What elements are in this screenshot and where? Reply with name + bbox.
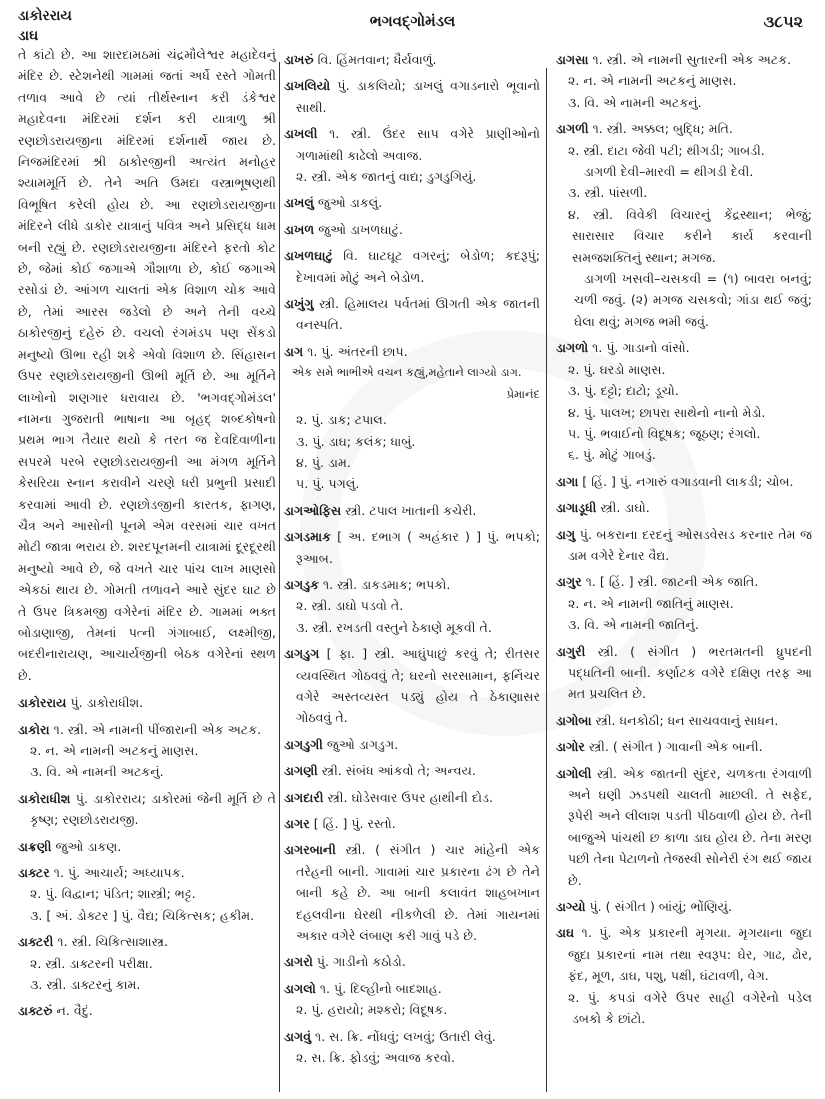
dictionary-entry xyxy=(284,192,540,213)
sub-sense: ૩. સ્ત્રી. ડાક્ટરનું કામ. xyxy=(30,977,141,993)
book-title: ભગવદ્ગોમંડલ xyxy=(369,12,456,30)
sub-sense: ૩. વિ. એ નામની જાતિનું. xyxy=(568,617,699,633)
dictionary-entry xyxy=(284,760,540,781)
definition: ૧. સ્ત્રી. અક્કલ; બુદ્ધિ; મતિ. xyxy=(588,121,733,137)
dictionary-entry xyxy=(284,643,540,729)
dictionary-entry xyxy=(556,118,812,139)
definition: વિ. હિંમતવાન; ધૈર્યવાળું. xyxy=(313,52,437,67)
headword: ડાગરો xyxy=(284,954,313,970)
definition: સ્ત્રી. ડાઘો. xyxy=(596,500,650,516)
column-divider xyxy=(279,62,280,1092)
headword: ડાગડુગ xyxy=(284,646,320,662)
definition: ૧. પું. આચાર્ય; અધ્યાપક. xyxy=(49,865,185,881)
dictionary-entry xyxy=(556,49,812,70)
definition: ૧. સ્ત્રી. ઉંદર સાપ વગેરે પ્રાણીઓનો ગળામાંથી કાઢેલો અવાજ. xyxy=(296,126,540,163)
definition: પું. ડાકોરાધીશ. xyxy=(66,695,144,711)
headword: ડાગણી xyxy=(284,763,318,779)
headword: ડાકોરા xyxy=(18,721,50,737)
dictionary-entry xyxy=(556,763,812,891)
headword: ડાગડમાક xyxy=(284,529,331,545)
dictionary-entry xyxy=(284,813,540,834)
dictionary-entry xyxy=(284,951,540,972)
sub-sense: ૪. પું. પાલખ; છાપરા સાથેનો નાનો મેડો. xyxy=(568,404,766,420)
dictionary-entry xyxy=(556,497,812,518)
sub-sense: ૨. સ્ત્રી. દાટા જેવી પટી; થીગડી; ગાબડી. xyxy=(568,142,765,158)
sub-sense: ૩. વિ. એ નામની અટકનું. xyxy=(30,764,164,780)
definition: ૧. પું. દિલ્હીનો બાદશાહ. xyxy=(315,980,442,996)
definition: સ્ત્રી. ( સંગીત ) ચાર માંહેની એક તરેહની બાની. ગાવામાં ચાર પ્રકારના ઢંગ છે તેને બાની કહે છે. આ બાની કલાવંત શાહબખાન દહલવીના ઘેરથી નીકળેલી છે. તેમાં ગાયનમાં અકાર વગેરે લંબાણ કરી ગાવું પડે છે. xyxy=(296,842,540,944)
definition: સ્ત્રી. ( સંગીત ) ગાવાની એક બાની. xyxy=(584,739,763,755)
definition: ૧. સ્ત્રી. એ નામની સુતારની એક અટક. xyxy=(588,52,792,67)
dictionary-entry xyxy=(556,571,812,592)
definition: પું. બકરાના દરદનું ઓસડવેસડ કરનાર તેમ જ ડામ વગેરે દેનાર વૈદ્ય. xyxy=(568,526,812,563)
column-divider xyxy=(546,68,547,1092)
definition: પું. ડાકોરરાય; ડાકોરમાં જેની મૂર્તિ છે તે કૃષ્ણ; રણછોડરાયજી. xyxy=(30,790,276,828)
dictionary-entry xyxy=(556,896,812,917)
sub-sense: ૬. પું. મોટું ગાબડું. xyxy=(568,447,656,463)
sub-sense: ૪. સ્ત્રી. વિવેકી વિચારનું કેંદ્રસ્થાન; ભેજું; સારાસાર વિચાર કરીને કાર્ય કરવાની સમજશક્તિનું સ્થાન; મગજ. xyxy=(568,206,812,265)
sub-sense: ૨. સ. ક્રિ. ફોડવું; અવાજ કરવો. xyxy=(296,1050,456,1066)
dictionary-entry xyxy=(284,500,540,521)
definition: ૧. સ્ત્રી. ડાકડમાક; ભપકો. xyxy=(319,576,451,592)
definition: ન. વૈદું. xyxy=(52,1003,93,1019)
headword: ડાગડુક xyxy=(284,576,319,592)
definition: ૧. પું. અંતરની છાપ. xyxy=(303,343,408,359)
headword: ડાગડુગી xyxy=(284,736,323,752)
headword: ડાગલો xyxy=(284,980,316,996)
headword: ડાક્રણી xyxy=(18,838,52,854)
definition: સ્ત્રી. ધનકોઠી; ધન સાચવવાનું સાધન. xyxy=(591,712,779,728)
sub-sense: ૩. વિ. એ નામની અટકનું. xyxy=(568,94,702,110)
definition: જુઓ ડાકણ. xyxy=(51,838,122,854)
dictionary-entry xyxy=(556,922,812,986)
sub-sense: ૩. સ્ત્રી. પાંસળી. xyxy=(568,185,648,201)
definition: સ્ત્રી. ટપાલ ખાતાની કચેરી. xyxy=(341,502,477,518)
headword: ડાગુ xyxy=(556,526,576,542)
first-headword: ડાકોરરાય xyxy=(18,8,72,24)
dictionary-entry xyxy=(18,719,276,740)
sub-sense: ૨. પું. વિદ્વાન; પંડિત; શાસ્ત્રી; ભટ્ટ. xyxy=(30,886,196,902)
headword: ડાગા xyxy=(556,473,579,489)
definition: [ હિં. ] પું. નગારું વગાડવાની લાકડી; ચોબ. xyxy=(578,473,794,489)
headword: ડાક્ટરું xyxy=(18,1003,53,1019)
headword: ડાખલી xyxy=(284,126,318,142)
dictionary-entry xyxy=(284,1026,540,1047)
dictionary-entry xyxy=(284,734,540,755)
headword: ડાગળો xyxy=(556,340,589,356)
dictionary-entry xyxy=(18,1000,276,1021)
headword: ડાકોરાધીશ xyxy=(18,790,71,806)
headword: ડાગદારી xyxy=(284,789,324,805)
sub-sense: ૨. પું. હરાયો; મશ્કરો; વિદૂષક. xyxy=(296,1002,448,1018)
sub-sense: ૨. પું. ડાક; ટપાલ. xyxy=(296,412,387,428)
definition: ૧. સ્ત્રી. એ નામની પીંજારાની એક અટક. xyxy=(49,721,262,737)
definition: [ અ. દભાગ ( અહંકાર ) ] પું. ભપકો; રૂઆબ. xyxy=(296,529,540,566)
definition: સ્ત્રી. હિમાલય પર્વતમાં ઊગતી એક જાતની વનસ્પતિ. xyxy=(296,296,540,333)
headword: ડાગ્યો xyxy=(556,899,586,915)
headword: ડાગાડૂધી xyxy=(556,500,597,516)
dictionary-entry xyxy=(556,337,812,358)
sub-sense: ૨. ન. એ નામની અટકનું માણસ. xyxy=(568,73,737,89)
dictionary-entry xyxy=(18,788,276,831)
column-3 xyxy=(556,44,812,1029)
sub-sense: ૫. પું. ભવાઈનો વિદૂષક; જૂઠણ; રંગલો. xyxy=(568,425,761,441)
quotation-author: પ્રેમાનંદ xyxy=(506,386,540,401)
dictionary-entry xyxy=(284,787,540,808)
definition: [ હિં. ] પું. રસ્તો. xyxy=(309,816,396,831)
headword: ડાગુર xyxy=(556,574,582,590)
sub-sense: ૪. પું. ડામ. xyxy=(296,454,351,470)
continued-paragraph: તે કાંટો છે. આ શારદામઠમાં ચંદ્રમૌલેશ્વર મહાદેવનું મંદિર છે. સ્ટેશનેથી ગામમાં જતાં અર્ધે રસ્તે ગોમતી તળાવ આવે છે ત્યાં તીર્થસ્નાન કરી ડંકેશ્વર મહાદેવના મંદિરમાં દર્શન કરી યાત્રાળુ શ્રી રણછોડરાયજીના મંદિરમાં દર્શનાર્થે જાય છે. નિજમંદિરમાં શ્રી ઠાકોરજીની અત્યંત મનોહર શ્યામમૂર્તિ છે. તેને અતિ ઉમદા વસ્ત્રાભૂષણથી વિભૂષિત કરેલી હોય છે. આ રણછોડરાયજીના મંદિરને લીધે ડાકોર યાત્રાનું પવિત્ર અને પ્રસિદ્ધ ધામ બની રહ્યું છે. રણછોડરાયજીના મંદિરને ફરતો કોટ છે, જેમાં કોઈ જગાએ ગૌશાળા છે, કોઈ જગાએ રસોડાં છે. આંગળ ચાલતાં એક વિશાળ ચોક આવે છે, તેમાં આરસ જડેલો છે અને તેની વચ્ચે ઠાકોરજીનું દહેરું છે. વચલો રંગમંડપ પણ સેંકડો મનુષ્યો ઊભા રહી શકે એવો વિશાળ છે. સિંહાસન ઉપર રણછોડરાયજીની ઊભી મૂર્તિ છે. આ મૂર્તિને લાખોનો શણગાર ધરાવાય છે. 'ભગવદ્ગોમંડલ' નામના ગુજરાતી ભાષાના આ બૃહદ્ શબ્દકોષનો પ્રથમ ભાગ તૈયાર થયો કે તરત જ દેવદિવાળીના સપરમે પરબે રણછોડરાયજીની આ મંગળ મૂર્તિને કેસરિયા સ્નાન કરાવીને ચરણે ધરી પ્રભુની પ્રસાદી કરવામાં આવી છે. રણછોડજીની કારતક, ફાગણ, ચૈત્ર અને આસોની પૂનમે એમ વરસમાં ચાર વખત મોટી જાત્રા ભરાય છે. શરદપૂનમની યાત્રામાં દૂરદૂરથી મનુષ્યો આવે છે, જે વખતે ચાર પાંચ લાખ માણસો એકઠાં થાય છે. ગોમતી તળાવને આરે સુંદર ઘાટ છે તે ઉપર ત્રિકમજી વગેરેનાં મંદિર છે. ગામમાં ભક્ત બોડાણાજી, તેમનાં પત્ની ગંગાબાઈ, લક્ષ્મીજી, બદરીનારાયણ, આચાર્યજીની બેઠક વગેરેનાં સ્થળ છે. xyxy=(18,47,276,683)
headword: ડાક્ટરી xyxy=(18,934,54,950)
headword: ડાગસા xyxy=(556,52,589,67)
headword: ડાગઓફિસ xyxy=(284,502,342,518)
definition: સ્ત્રી. એક જાતની સુંદર, ચળકતા રંગવાળી અને ઘણી ઝડપથી ચાલતી માછલી. તે સફેદ, રૂપેરી અને લીલાશ પડતી પીઠવાળી હોય છે. તેની બાજુએ પાંચથી છ કાળા ડાઘ હોય છે. તેના મરણ પછી તેના પેટાળનો તેજસ્વી સોનેરી રંગ થઈ જાય છે. xyxy=(568,765,812,888)
dictionary-entry xyxy=(18,931,276,952)
headword: ડાગળી xyxy=(556,121,589,137)
dictionary-entry xyxy=(556,524,812,567)
headword: ડાઘ xyxy=(556,925,575,941)
sub-sense: ૨. સ્ત્રી. ડાક્ટરની પરીક્ષા. xyxy=(30,955,153,971)
column-2 xyxy=(284,44,540,1068)
dictionary-entry xyxy=(284,245,540,288)
dictionary-entry xyxy=(284,839,540,946)
definition: પું. ડાકલિયો; ડાખલું વગાડનારો ભૂવાનો સાથી. xyxy=(296,78,540,115)
sub-sense: ૨. સ્ત્રી. એક જાતનું વાદ્ય; ડુગડુગિયું. xyxy=(296,169,477,185)
dictionary-entry xyxy=(556,641,812,705)
sub-sense: ૨. ન. એ નામની જાતિનું માણસ. xyxy=(568,595,734,611)
definition: પું. ( સંગીત ) બાંયું; ભોંણિયું. xyxy=(585,899,732,915)
sub-sense: ૨. પું. કપડાં વગેરે ઉપર સાહી વગેરેનો પડેલ ડબકો કે છાંટો. xyxy=(568,989,812,1027)
sub-sense: ૨. ન. એ નામની અટકનું માણસ. xyxy=(30,743,199,758)
headword: ડાખુંગુ xyxy=(284,296,314,312)
definition: ૧. પું. એક પ્રકારની મૃગયા. મૃગયાના જુદા જુદા પ્રકારનાં નામ તથા સ્વરૂપ: ઘેર, ગાઢ, ઢોર, ફંદ, મૂળ, ડાઘ, પશુ, પક્ષી, ઘંટાવળી, વેગ. xyxy=(568,925,812,984)
usage-example: ડાગળી દેવી–મારવી = થીગડી દેવી. xyxy=(584,164,754,180)
page-number: ૩૮૫૨ xyxy=(763,12,803,31)
dictionary-entry xyxy=(284,574,540,595)
definition: જુઓ ડાગડુગ. xyxy=(322,736,399,752)
headword: ડાગવું xyxy=(284,1028,312,1044)
definition: સ્ત્રી. ( સંગીત ) ભરતમતની ધ્રુપદની પદ્ધતિની બાની. કર્ણાટક વગેરે દક્ષિણ તરફ આ મત પ્રચલિત છે. xyxy=(568,643,812,702)
sub-sense: ૩. સ્ત્રી. રખડતી વસ્તુને ઠેકાણે મૂકવી તે. xyxy=(296,619,492,635)
dictionary-entry xyxy=(284,978,540,999)
usage-example: ડાગળી ખસવી–ચસકવી = (૧) બાવરા બનવું; ચળી જવું. (૨) મગજ ચસકવો; ગાંડા થઈ જવું; ઘેલા થવું; મગજ ભમી જવું. xyxy=(574,271,812,329)
dictionary-entry xyxy=(284,526,540,569)
headword: ડાગોબા xyxy=(556,712,592,728)
definition: પું. ગાડીનો કઠોડો. xyxy=(312,954,406,970)
dictionary-entry xyxy=(284,75,540,118)
dictionary-entry xyxy=(556,471,812,492)
definition: ૧. સ. ક્રિ. નોંધવું; લખવું; ઉતારી લેવું. xyxy=(311,1028,496,1044)
quotation: એક સમે ભાભીએ વચન કહ્યું,મહેતાને લાગ્યો ડાગ. xyxy=(292,365,522,380)
dictionary-entry xyxy=(556,736,812,757)
dictionary-entry xyxy=(556,710,812,731)
last-headword: ડાઘ xyxy=(18,28,39,44)
definition: ૧. પું. ગાડાનો વાંસો. xyxy=(588,340,690,356)
sub-sense: ૩. પું. ડાઘ; કલંક; ધાબું. xyxy=(296,433,416,449)
headword: ડાક્ટર xyxy=(18,865,50,881)
sub-sense: ૨. પું. ઘરડો માણસ. xyxy=(568,361,666,377)
dictionary-entry xyxy=(18,692,276,713)
definition: સ્ત્રી. ઘોડેસવાર ઉપર હાથીની દોડ. xyxy=(323,789,493,805)
headword: ડાખલિયો xyxy=(284,78,331,94)
dictionary-entry xyxy=(284,219,540,240)
definition: ૧. સ્ત્રી. ચિકિત્સાશાસ્ત્ર. xyxy=(53,934,168,950)
sub-sense: ૫. પું. પગલું. xyxy=(296,476,360,492)
definition: [ ફા. ] સ્ત્રી. આઘુંપાછું કરવું તે; રીતસર વ્યવસ્થિત ગોઠવવું તે; ઘરનો સરસામાન, ફર્નિચર વગેરે અસ્તવ્યસ્ત પડ્યું હોય તે ઠેકાણાસર ગોઠવવું તે. xyxy=(296,646,540,726)
headword: ડાગ xyxy=(284,343,304,359)
definition: વિ. ઘાટઘૂટ વગરનું; બેડોળ; કદરૂપું; દેખાવમાં મોટું અને બેડોળ. xyxy=(296,248,540,285)
headword: ડાખરું xyxy=(284,52,314,67)
dictionary-entry xyxy=(284,341,540,362)
definition: ૧. [ હિં. ] સ્ત્રી. જાટની એક જાતિ. xyxy=(581,574,759,590)
headword: ડાગર xyxy=(284,816,310,831)
sub-sense: ૩. પું. દટ્ટો; દાટો; ડૂચો. xyxy=(568,383,679,399)
dictionary-entry xyxy=(284,123,540,166)
sub-sense: ૨. સ્ત્રી. ડાઘો પડવો તે. xyxy=(296,598,404,614)
headword: ડાખળઘાટું xyxy=(284,248,333,264)
headword: ડાગોર xyxy=(556,739,585,755)
definition: સ્ત્રી. સંબંધ આંકવો તે; અન્વય. xyxy=(317,763,476,779)
headword: ડાખળ xyxy=(284,221,315,237)
dictionary-entry xyxy=(284,293,540,336)
dictionary-entry xyxy=(284,49,540,70)
sub-sense: ૩. [ અં. ડોક્ટર ] પું. વૈદ્ય; ચિકિત્સક; હકીમ. xyxy=(30,907,255,923)
definition: જુઓ ડાખળઘાટું. xyxy=(314,221,403,237)
headword: ડાખલું xyxy=(284,195,314,211)
column-1 xyxy=(18,44,276,1022)
headword: ડાગરબાની xyxy=(284,842,336,858)
headword: ડાકોરરાય xyxy=(18,695,67,711)
definition: જુઓ ડાકલું. xyxy=(313,195,383,211)
headword: ડાગોલી xyxy=(556,765,592,781)
dictionary-entry xyxy=(18,836,276,857)
headword: ડાગુરી xyxy=(556,643,586,659)
dictionary-entry xyxy=(18,862,276,883)
